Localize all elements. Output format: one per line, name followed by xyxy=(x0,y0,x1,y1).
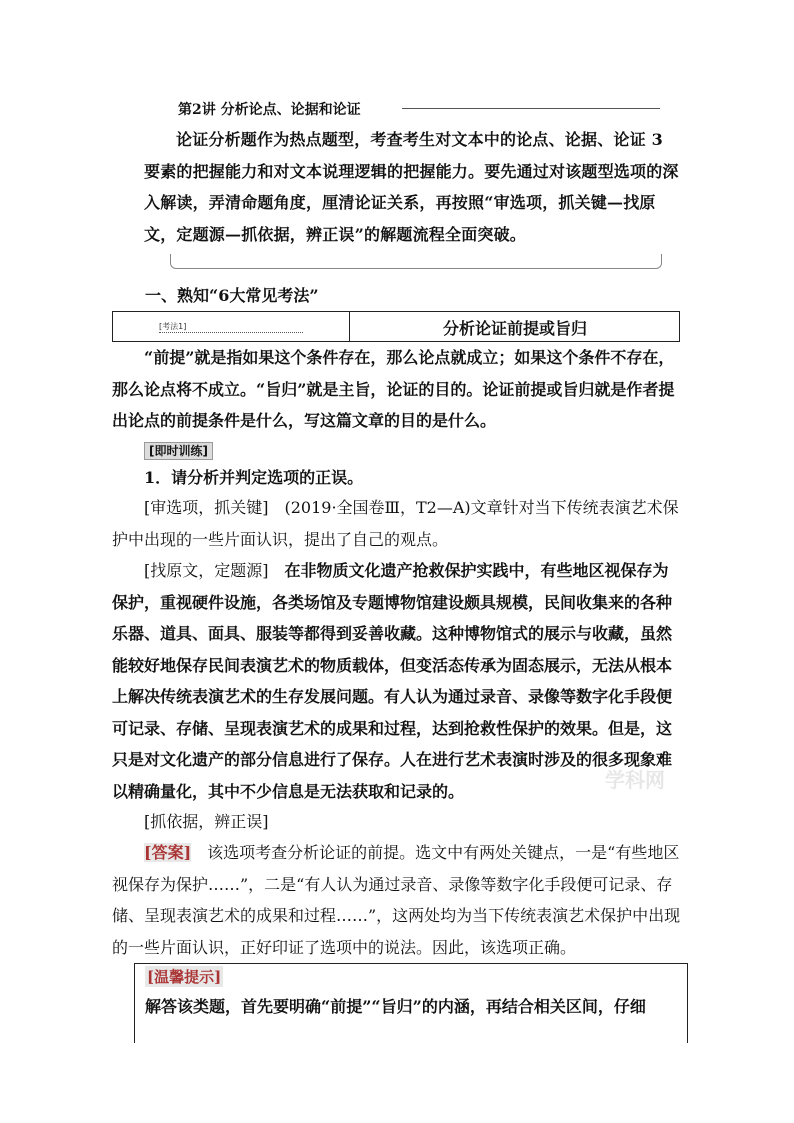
kaofa-name: 分析论证前提或旨归 xyxy=(442,319,587,338)
step1-label: [审选项，抓关键] xyxy=(144,498,269,517)
lecture-title: 第2讲 分析论点、论据和论证 xyxy=(178,102,361,118)
intro-paragraph: 论证分析题作为热点题型，考查考生对文本中的论点、论据、论证 3 要素的把握能力和对文本说理逻辑的把握能力。要先通过对该题型选项的深入解读，弄清命题角度，厘清论证关系，再按照“审选项，抓关键—找原文，定题源—抓依据，辨正误”的解题流程全面突破。 xyxy=(144,130,679,244)
step1-paragraph xyxy=(112,492,682,555)
answer-label: [答案] xyxy=(144,843,192,862)
step1-text: (2019·全国卷Ⅲ，T2—A)文章针对当下传统表演艺术保护中出现的一些片面认识，提出了自己的观点。 xyxy=(112,498,679,549)
step2-paragraph xyxy=(112,555,682,807)
step2-label: [找原文，定题源] xyxy=(144,561,269,580)
step3-label: [抓依据，辨正误] xyxy=(144,812,269,831)
answer-paragraph xyxy=(112,837,682,963)
question-1: 1．请分析并判定选项的正误。 xyxy=(144,468,364,487)
watermark: 学科网 xyxy=(605,768,665,792)
kaofa-header-box xyxy=(112,311,680,342)
drill-tag: [即时训练] xyxy=(144,442,213,460)
tip-label: [温馨提示] xyxy=(147,968,222,986)
tip-text: 解答该类题，首先要明确“前提”“旨归”的内涵，再结合相关区间，仔细 xyxy=(145,997,646,1016)
drill-tag-wrapper xyxy=(144,440,213,460)
header-rule xyxy=(402,108,660,109)
intro-frame xyxy=(170,254,662,269)
answer-text: 该选项考查分析论证的前提。选文中有两处关键点，一是“有些地区视保存为保护……”，二是“有人认为通过录音、录像等数字化手段便可记录、存储、呈现表演艺术的成果和过程……”，这两处均为当下传统表演艺术保护中出现的一些片面认识，正好印证了选项中的说法。因此，该选项正确。 xyxy=(112,843,681,957)
kaofa-divider xyxy=(349,312,350,341)
explanation-paragraph: “前提”就是指如果这个条件存在，那么论点就成立；如果这个条件不存在，那么论点将不成立。“旨归”就是主旨，论证的目的。论证前提或旨归就是作者提出论点的前提条件是什么，写这篇文章的目的是什么。 xyxy=(112,348,675,430)
step2-text: 在非物质文化遗产抢救保护实践中，有些地区视保存为保护，重视硬件设施，各类场馆及专题博物馆建设颇具规模，民间收集来的各种乐器、道具、面具、服装等都得到妥善收藏。这种博物馆式的展示与收藏，虽然能较好地保存民间表演艺术的物质载体，但变活态传承为固态展示，无法从根本上解决传统表演艺术的生存发展问题。有人认为通过录音、录像等数字化手段便可记录、存储、呈现表演艺术的成果和过程，达到抢救性保护的效果。但是，这只是对文化遗产的部分信息进行了保存。人在进行艺术表演时涉及的很多现象难以精确量化，其中不少信息是无法获取和记录的。 xyxy=(112,561,673,801)
kaofa-tag: [考法1] xyxy=(159,322,303,333)
section-title: 一、熟知“6大常见考法” xyxy=(145,286,319,305)
